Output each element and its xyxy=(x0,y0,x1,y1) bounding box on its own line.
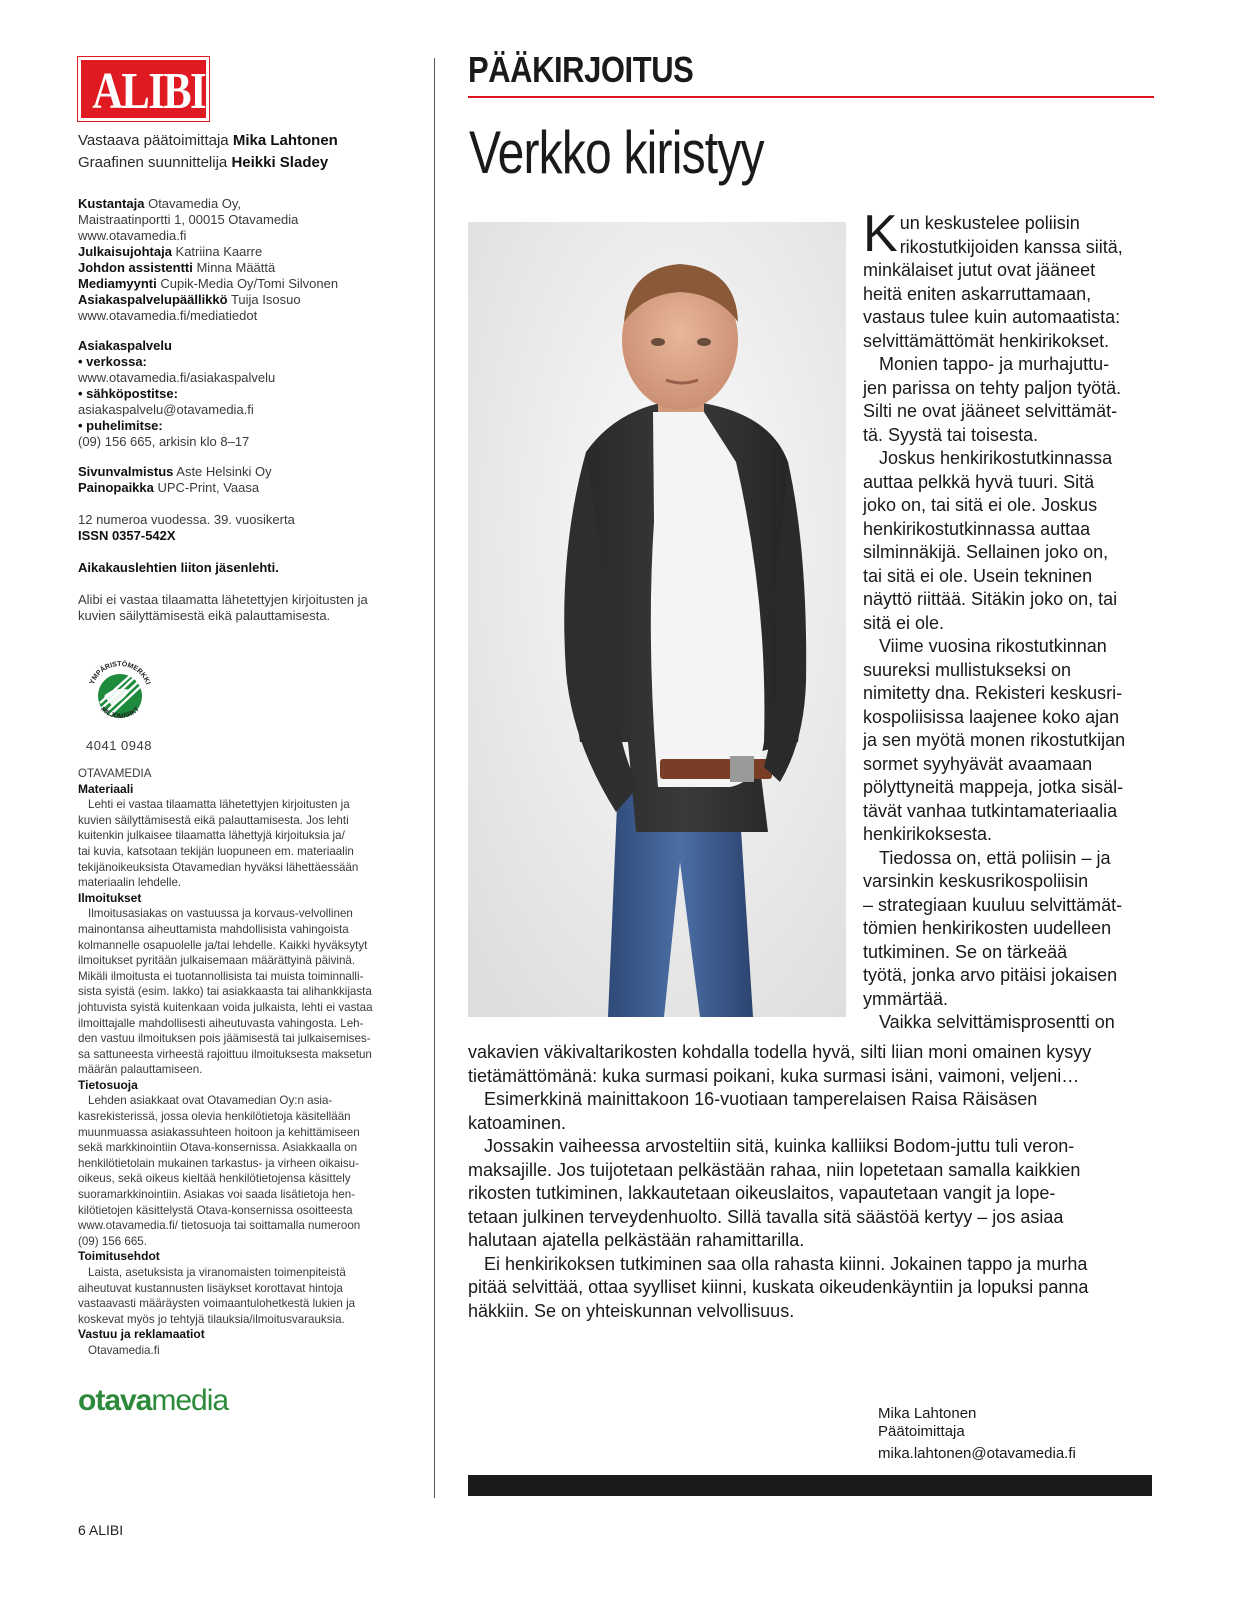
terms-line: Mikäli ilmoitusta ei tuotannollisista tai muista toiminnalli- xyxy=(78,969,364,983)
terms-line: www.otavamedia.fi/ tietosuoja tai soittamalla numeroon xyxy=(78,1219,361,1233)
issue-info xyxy=(78,512,408,544)
info-line xyxy=(78,434,408,450)
info-line xyxy=(78,196,408,212)
terms-heading: Tietosuoja xyxy=(78,1077,138,1092)
info-text: www.otavamedia.fi/asiakaspalvelu xyxy=(78,370,276,385)
terms-sections xyxy=(78,782,408,1359)
ecolabel-top-text: YMPÄRISTÖMERKKI xyxy=(88,660,152,686)
body-line: Esimerkkinä mainittakoon 16-vuotiaan tamperelaisen Raisa Räisäsen xyxy=(484,1089,1038,1109)
terms-line: mainontansa aiheuttamista mahdollisista vahingoista xyxy=(78,922,349,936)
info-line xyxy=(78,480,408,496)
ecolabel-bottom-text: MILJÖMÄRKT xyxy=(99,705,141,721)
info-text: asiakaspalvelu@otavamedia.fi xyxy=(78,402,254,417)
terms-line: määrän palauttamiseen. xyxy=(78,1063,203,1077)
body-line: rikostutkijoiden kanssa siitä, xyxy=(899,236,1123,257)
body-line: halutaan ajatella pelkästään rahamittarilla. xyxy=(468,1230,805,1250)
terms-line: Laista, asetuksista ja viranomaisten toimenpiteistä xyxy=(88,1266,346,1279)
terms-brand: OTAVAMEDIA xyxy=(78,767,152,780)
body-line: henkirikostutkinnassa auttaa xyxy=(863,518,1091,539)
editor-name: Mika Lahtonen xyxy=(232,132,338,149)
article-body-narrow xyxy=(863,205,1163,1035)
disclaimer-line: kuvien säilyttämisestä eikä palauttamisesta. xyxy=(78,608,331,623)
body-line: näyttö riittää. Sitäkin joko on, tai xyxy=(863,589,1118,609)
terms-heading: Materiaali xyxy=(78,781,134,796)
terms-line: suoramarkkinointiin. Asiakas voi saada lisätietoja hen- xyxy=(78,1188,356,1202)
body-line: joko on, tai sitä ei ole. Joskus xyxy=(863,495,1098,515)
designer-role: Graafinen suunnittelija xyxy=(78,154,228,171)
editor-role: Vastaava päätoimittaja xyxy=(78,132,229,149)
body-line: vastaus tulee kuin automaatista: xyxy=(863,307,1121,327)
terms-line: johtuvista syistä kuitenkaan voida julkaista, lehti ei vastaa xyxy=(78,1000,373,1014)
info-text: www.otavamedia.fi/mediatiedot xyxy=(78,308,258,323)
terms-line: (09) 156 665. xyxy=(78,1234,147,1248)
body-line: katoaminen. xyxy=(468,1112,567,1133)
terms-line: Ilmoitusasiakas on vastuussa ja korvaus-velvollinen xyxy=(88,907,353,921)
terms-line: kuitenkin julkaisee tilaamatta lähettyjä kirjoituksia ja/ xyxy=(78,829,345,843)
info-line xyxy=(78,292,408,308)
info-line xyxy=(78,464,408,480)
info-line xyxy=(78,276,408,292)
body-line: selvittämättömät henkirikokset. xyxy=(863,330,1110,351)
signature-email: mika.lahtonen@otavamedia.fi xyxy=(878,1445,1076,1462)
terms-line: Lehden asiakkaat ovat Otavamedian Oy:n asia- xyxy=(88,1094,333,1108)
terms-line: muunmuassa asiakassuhteen hoitoon ja kehittämiseen xyxy=(78,1125,360,1139)
terms-line: aiheutuvat kustannusten lisäykset korottavat hintoja xyxy=(78,1281,343,1295)
info-text: Otavamedia Oy, xyxy=(144,196,242,211)
section-rule xyxy=(468,96,1154,98)
body-line: tömien henkirikosten uudelleen xyxy=(863,918,1112,938)
info-label: • puhelimitse: xyxy=(78,418,163,433)
article-body-wide xyxy=(468,1041,1158,1323)
terms-line: kilötietojen käsittelystä Otava-konsernissa osoitteesta xyxy=(78,1203,353,1217)
terms-heading: Ilmoitukset xyxy=(78,890,142,905)
body-line: tutkiminen. Se on tärkeää xyxy=(863,941,1068,962)
terms-line: ilmoitukset pyritään julkaisemaan määrättyinä päivinä. xyxy=(78,954,356,968)
info-line xyxy=(78,338,408,354)
terms-line: oikeus, sekä oikeus kieltää henkilötietojensa käsittely xyxy=(78,1172,351,1186)
issue-frequency: 12 numeroa vuodessa. 39. vuosikerta xyxy=(78,512,295,527)
body-line: heitä eniten askarruttamaan, xyxy=(863,283,1092,304)
body-line: – strategiaan kuuluu selvittämät- xyxy=(863,894,1123,915)
body-line: nimitetty dna. Rekisteri keskusri- xyxy=(863,683,1123,703)
body-line: Viime vuosina rikostutkinnan xyxy=(879,636,1107,656)
info-text: Aste Helsinki Oy xyxy=(173,464,272,479)
membership-note xyxy=(78,560,408,576)
body-line: pölyttyneitä mappeja, jotka sisäl- xyxy=(863,777,1124,797)
terms-block xyxy=(78,766,408,1359)
alibi-logo xyxy=(78,57,209,121)
designer-name: Heikki Sladey xyxy=(231,154,329,171)
body-line: sitä ei ole. xyxy=(863,612,945,633)
editor-portrait-photo xyxy=(468,222,846,1017)
body-line: Joskus henkirikostutkinnassa xyxy=(879,448,1113,468)
signature xyxy=(878,1405,1076,1463)
body-line: Silti ne ovat jääneet selvittämät- xyxy=(863,401,1118,421)
info-line xyxy=(78,308,408,324)
info-label: • sähköpostitse: xyxy=(78,386,178,401)
drop-cap: K xyxy=(863,205,898,263)
info-label: • verkossa: xyxy=(78,354,147,369)
info-line xyxy=(78,370,408,386)
terms-heading: Vastuu ja reklamaatiot xyxy=(78,1327,205,1342)
body-line: työtä, jonka arvo pitäisi jokaisen xyxy=(863,965,1118,985)
logo-text: ALIBI xyxy=(92,63,205,120)
info-text: (09) 156 665, arkisin klo 8–17 xyxy=(78,434,250,449)
body-line: minkälaiset jutut ovat jääneet xyxy=(863,260,1096,280)
article-headline: Verkko kiristyy xyxy=(469,119,764,186)
body-line: tävät vanhaa tutkintamateriaalia xyxy=(863,800,1118,821)
body-line: Tiedossa on, että poliisin – ja xyxy=(879,847,1111,868)
customer-service-info xyxy=(78,338,408,450)
body-line: tetaan julkinen terveydenhuolto. Sillä tavalla sitä säästöä kertyy – jos asiaa xyxy=(468,1206,1064,1227)
info-label: Asiakaspalvelupäällikkö xyxy=(78,292,228,307)
info-text: www.otavamedia.fi xyxy=(78,228,187,243)
body-line: ymmärtää. xyxy=(863,988,949,1009)
body-line: Monien tappo- ja murhajuttu- xyxy=(879,354,1110,374)
section-title: PÄÄKIRJOITUS xyxy=(468,49,694,90)
logo-part-media: media xyxy=(151,1384,229,1417)
ecolabel-number: 4041 0948 xyxy=(86,738,152,753)
nordic-swan-ecolabel-icon xyxy=(84,656,156,728)
info-line xyxy=(78,418,408,434)
terms-line: tai kuvia, katsotaan tekijän luopuneen em. materiaalin xyxy=(78,844,354,858)
terms-line: den vastuu ilmoituksen pois jäämisestä tai julkaisemises- xyxy=(78,1032,371,1046)
body-line: vakavien väkivaltarikosten kohdalla todella hyvä, silti liian moni omainen kysyy xyxy=(468,1042,1092,1062)
terms-line: kolmannelle osapuolelle ja/tai lehdelle. Kaikki hyväksytyt xyxy=(78,938,368,952)
bottom-bar xyxy=(468,1475,1152,1496)
body-line: suureksi mullistukseksi on xyxy=(863,659,1072,680)
body-line: tietämättömänä: kuka surmasi poikani, kuka surmasi isäni, vaimoni, veljeni… xyxy=(468,1065,1080,1086)
info-text: UPC-Print, Vaasa xyxy=(153,480,260,495)
terms-line: kuvien säilyttämisestä eikä palauttamisesta. Jos lehti xyxy=(78,813,349,827)
terms-heading: Toimitusehdot xyxy=(78,1249,160,1264)
info-line xyxy=(78,228,408,244)
body-line: kospoliisissa laajenee koko ajan xyxy=(863,706,1120,727)
terms-line: kasrekisterissä, jossa olevia henkilötietoja käsitellään xyxy=(78,1110,351,1124)
designer-credit xyxy=(78,152,328,174)
body-line: maksajille. Jos tuijotetaan pelkästään rahaa, niin lopetetaan samalla kaikkien xyxy=(468,1159,1081,1180)
info-label: Julkaisujohtaja xyxy=(78,244,172,259)
body-line: henkirikoksesta. xyxy=(863,824,993,844)
terms-line: materiaalin lehdelle. xyxy=(78,876,182,890)
terms-line: tekijänoikeuksista Otavamedian hyväksi lähettäessään xyxy=(78,860,359,874)
body-line: jen parissa on tehty paljon työtä. xyxy=(863,377,1122,398)
terms-line: koskevat myös jo tehtyjä tilauksia/ilmoitusvarauksia. xyxy=(78,1312,345,1326)
column-divider xyxy=(434,58,435,1498)
signature-name: Mika Lahtonen xyxy=(878,1405,977,1422)
signature-title: Päätoimittaja xyxy=(878,1423,965,1440)
info-label: Kustantaja xyxy=(78,196,145,211)
terms-line: henkilötietolain mukainen tarkastus- ja virheen oikaisu- xyxy=(78,1156,359,1170)
body-line: ja sen myötä monen rikostutkijan xyxy=(863,730,1126,750)
info-label: Sivunvalmistus xyxy=(78,464,174,479)
info-text: Minna Määttä xyxy=(192,260,276,275)
body-line: sormet syyhyävät avaamaan xyxy=(863,753,1093,774)
publisher-info xyxy=(78,196,408,324)
body-line: un keskustelee poliisin xyxy=(899,213,1080,233)
body-line: varsinkin keskusrikospoliisin xyxy=(863,871,1089,891)
terms-line: Otavamedia.fi xyxy=(88,1343,160,1357)
info-label: Johdon assistentti xyxy=(78,260,193,275)
terms-line: ilmoittajalle mahdollisesti aiheutuvasta vahingosta. Leh- xyxy=(78,1016,364,1030)
terms-line: sekä markkinointiin Otava-konsernissa. Asiakkaalla on xyxy=(78,1141,358,1155)
production-info xyxy=(78,464,408,496)
editor-credit xyxy=(78,130,338,152)
info-line xyxy=(78,244,408,260)
info-line xyxy=(78,212,408,228)
terms-line: Lehti ei vastaa tilaamatta lähetettyjen kirjoitusten ja xyxy=(88,798,350,812)
info-label: Mediamyynti xyxy=(78,276,157,291)
info-line xyxy=(78,260,408,276)
info-text: Katriina Kaarre xyxy=(171,244,263,259)
membership-text: Aikakauslehtien liiton jäsenlehti. xyxy=(78,560,279,575)
info-line xyxy=(78,402,408,418)
info-text: Tuija Isosuo xyxy=(227,292,301,307)
info-text: Cupik-Media Oy/Tomi Silvonen xyxy=(156,276,339,291)
terms-line: vastaavasti määräysten voimaantulohetkestä lukien ja xyxy=(78,1297,356,1311)
terms-line: sista syistä (esim. lakko) tai asiakkaasta tai alihankkijasta xyxy=(78,985,372,999)
info-label: Asiakaspalvelu xyxy=(78,338,172,353)
info-label: Painopaikka xyxy=(78,480,154,495)
body-line: tai sitä ei ole. Usein tekninen xyxy=(863,565,1093,586)
logo-part-otava: otava xyxy=(78,1384,152,1417)
body-line: tä. Syystä tai toisesta. xyxy=(863,424,1039,445)
body-line: rikosten tutkiminen, lakkautetaan oikeuslaitos, vapautetaan vangit ja lope- xyxy=(468,1183,1056,1203)
body-line: Vaikka selvittämisprosentti on xyxy=(879,1012,1115,1032)
otavamedia-logo xyxy=(78,1384,228,1418)
body-line: häkkiin. Se on yhteiskunnan velvollisuus. xyxy=(468,1300,795,1321)
body-line: pitää selvittää, ottaa syylliset kiinni, kuskata oikeudenkäyntiin ja lopuksi panna xyxy=(468,1277,1089,1297)
terms-line: sa sattuneesta virheestä rajoittuu ilmoituksesta maksetun xyxy=(78,1047,372,1061)
body-line: silminnäkijä. Sellainen joko on, xyxy=(863,542,1109,562)
issn: ISSN 0357-542X xyxy=(78,528,176,543)
page-folio: 6 ALIBI xyxy=(78,1522,124,1538)
info-line xyxy=(78,386,408,402)
disclaimer-line: Alibi ei vastaa tilaamatta lähetettyjen kirjoitusten ja xyxy=(78,592,368,607)
body-line: Jossakin vaiheessa arvosteltiin sitä, kuinka kalliiksi Bodom-juttu tuli veron- xyxy=(484,1136,1075,1156)
body-line: Ei henkirikoksen tutkiminen saa olla rahasta kiinni. Jokainen tappo ja murha xyxy=(484,1253,1088,1274)
body-line: auttaa pelkkä hyvä tuuri. Sitä xyxy=(863,471,1095,492)
info-line xyxy=(78,354,408,370)
disclaimer xyxy=(78,592,408,624)
info-text: Maistraatinportti 1, 00015 Otavamedia xyxy=(78,212,299,227)
